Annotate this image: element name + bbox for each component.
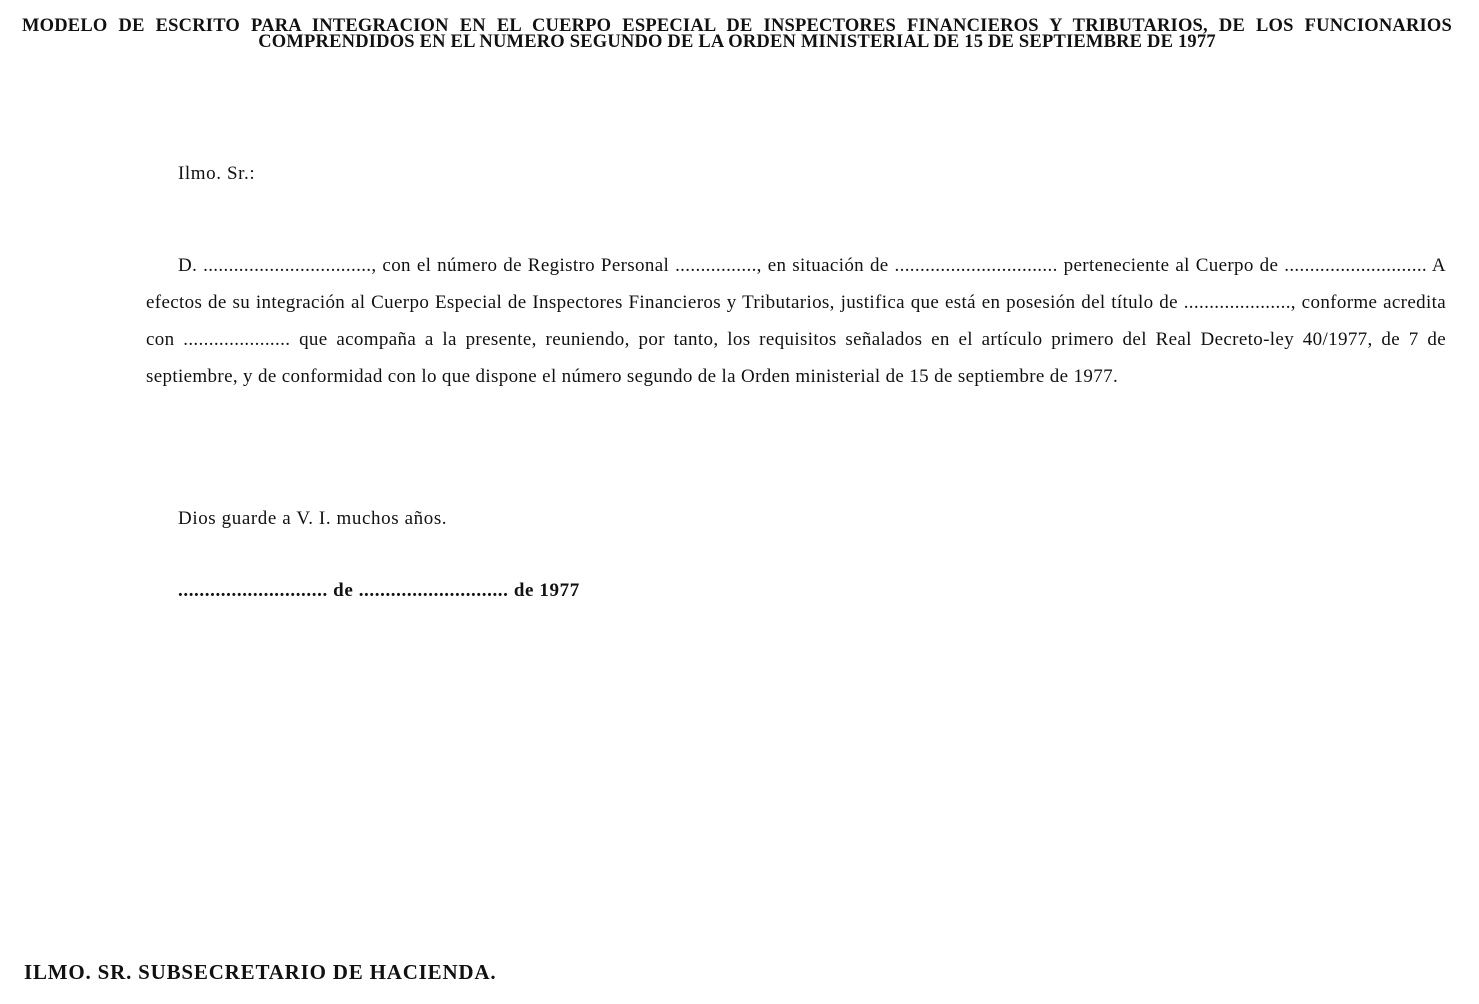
document-title: MODELO DE ESCRITO PARA INTEGRACION EN EL CUERPO ESPECIAL DE INSPECTORES FINANCIEROS Y TRIBUTARIOS, DE LOS FUNCIONARIOS COMPRENDIDOS EN EL NUMERO SEGUNDO DE LA ORDEN MINISTERIAL DE 15 DE SEPTIEMBRE DE 1977 — [22, 16, 1452, 52]
closing-formula: Dios guarde a V. I. muchos años. — [178, 508, 448, 529]
addressee: ILMO. SR. SUBSECRETARIO DE HACIENDA. — [24, 960, 497, 984]
date-line: ............................ de ............................ de 1977 — [178, 580, 580, 601]
body-paragraph: D. ................................., con el número de Registro Personal ................, en situación de ................................ perteneciente al Cuerpo de ............................ A efectos de su integración al Cuerpo Especial de Inspectores Financieros y Tributarios, justifica que está en posesión del título de ....................., conforme acredita con ..................... que acompaña a la presente, reuniendo, por tanto, los requisitos señalados en el artículo primero del Real Decreto-ley 40/1977, de 7 de septiembre, y de conformidad con lo que dispone el número segundo de la Orden ministerial de 15 de septiembre de 1977. — [146, 255, 1446, 387]
salutation: Ilmo. Sr.: — [178, 163, 256, 184]
